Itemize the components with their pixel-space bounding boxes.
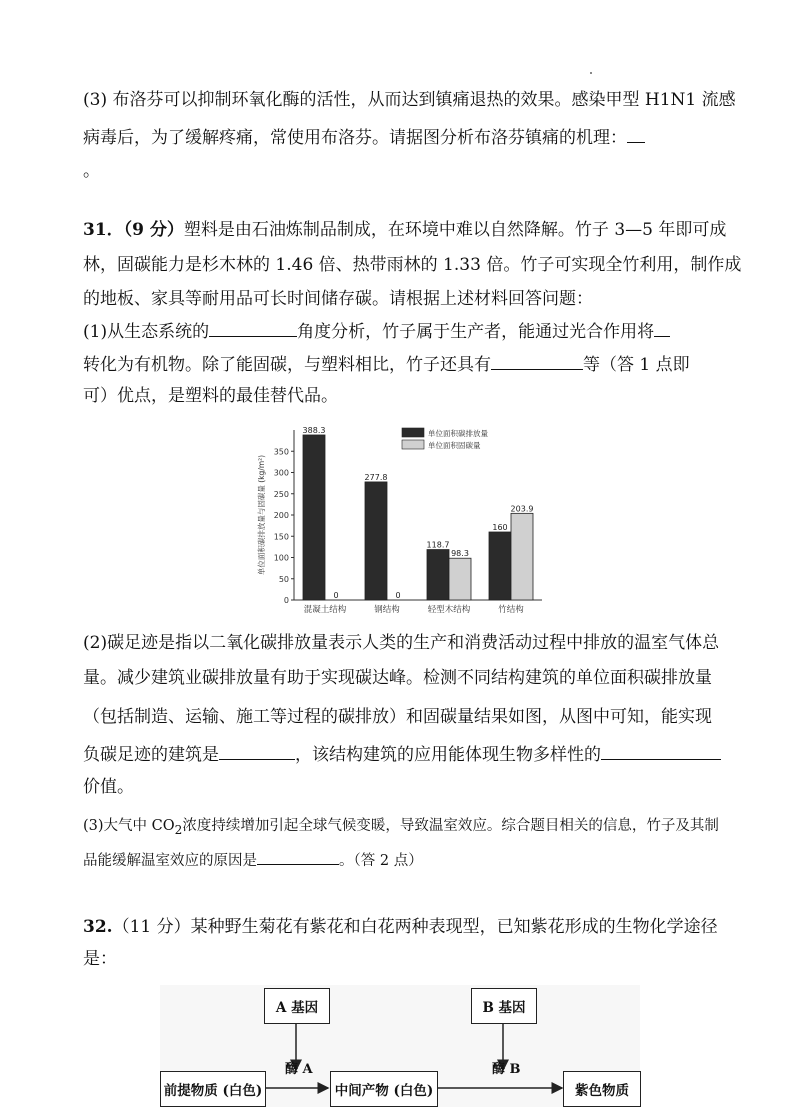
x-category-label: 轻型木结构 xyxy=(427,605,471,615)
bar-value-label: 0 xyxy=(395,591,401,600)
q31-part1-text-c: 转化为有机物。除了能固碳，与塑料相比，竹子还具有 xyxy=(83,355,491,375)
gene-a-box: A 基因 xyxy=(264,988,330,1024)
q31-part2-text-a: 负碳足迹的建筑是 xyxy=(83,745,219,765)
y-tick-label: 0 xyxy=(283,596,289,605)
q31-part2-line1: (2)碳足迹是指以二氧化碳排放量表示人类的生产和消费活动过程中排放的温室气体总 xyxy=(83,633,720,653)
bar-value-label: 0 xyxy=(333,591,339,600)
q31-part1-text-b: 角度分析，竹子属于生产者，能通过光合作用将 xyxy=(297,322,655,342)
bar-value-label: 160 xyxy=(492,523,508,532)
bar-value-label: 118.7 xyxy=(426,540,450,550)
y-tick-label: 50 xyxy=(278,574,289,584)
y-axis-label: 单位面积碳排放量与固碳量 (kg/m²) xyxy=(257,454,266,576)
enzyme-a-label: 酶 A xyxy=(285,1062,313,1077)
legend-label: 单位面积碳排放量 xyxy=(428,429,488,438)
intermediate-box: 中间产物 (白色) xyxy=(330,1071,438,1107)
purple-pigment-box: 紫色物质 xyxy=(563,1071,641,1107)
co2-subscript: 2 xyxy=(174,822,183,837)
q31-part1-text-d: 等（答 1 点即 xyxy=(583,355,690,375)
x-category-label: 竹结构 xyxy=(498,605,524,615)
q31-intro-line2: 林，固碳能力是杉木林的 1.46 倍、热带雨林的 1.33 倍。竹子可实现全竹利用，制作成 xyxy=(83,255,742,275)
y-tick-label: 150 xyxy=(273,532,289,542)
q31-part3-text-b: 浓度持续增加引起全球气候变暖，导致温室效应。综合题目相关的信息，竹子及其制 xyxy=(182,818,719,834)
x-category-label: 钢结构 xyxy=(374,605,400,615)
q31-intro-line3: 的地板、家具等耐用品可长时间储存碳。请根据上述材料回答问题： xyxy=(83,289,593,309)
q31-part2-line5: 价值。 xyxy=(83,777,134,797)
q31-part2-line2: 量。减少建筑业碳排放量有助于实现碳达峰。检测不同结构建筑的单位面积碳排放量 xyxy=(83,668,712,688)
y-tick-label: 350 xyxy=(273,447,289,457)
precursor-box: 前提物质 (白色) xyxy=(160,1071,266,1107)
q31-part2-line3: （包括制造、运输、施工等过程的碳排放）和固碳量结果如图，从图中可知，能实现 xyxy=(83,707,712,727)
y-tick-label: 200 xyxy=(273,511,289,520)
q31-part2-text-b: ，该结构建筑的应用能体现生物多样性的 xyxy=(295,745,601,765)
question-number: 32. xyxy=(83,917,113,937)
q31-part1-text-a: (1)从生态系统的 xyxy=(83,322,210,342)
y-tick-label: 100 xyxy=(273,553,289,563)
q32-text1: （11 分）某种野生菊花有紫花和白花两种表现型，已知紫花形成的生物化学途径 xyxy=(112,917,718,937)
bar-value-label: 98.3 xyxy=(451,549,469,559)
gene-b-box: B 基因 xyxy=(471,988,537,1024)
question-number: 31． xyxy=(83,220,124,240)
question-points: （9 分） xyxy=(123,220,184,240)
q31-part3-text-a: (3)大气中 CO xyxy=(83,818,175,834)
bar-value-label: 277.8 xyxy=(364,472,388,482)
q31-part1-line3: 可）优点，是塑料的最佳替代品。 xyxy=(83,386,338,406)
q30-part3-line2-text: 病毒后，为了缓解疼痛，常使用布洛芬。请据图分析布洛芬镇痛的机理： xyxy=(83,128,627,148)
x-category-label: 混凝土结构 xyxy=(303,605,347,615)
q32-line2: 是： xyxy=(83,949,117,969)
y-tick-label: 300 xyxy=(273,468,289,478)
bar-value-label: 203.9 xyxy=(510,504,534,514)
q30-part3-line3: 。 xyxy=(83,161,100,181)
bar-value-label: 388.3 xyxy=(302,425,326,435)
q31-part3-text-d: 。（答 2 点） xyxy=(339,853,423,869)
q30-part3-line1: (3) 布洛芬可以抑制环氧化酶的活性，从而达到镇痛退热的效果。感染甲型 H1N1 流感 xyxy=(83,90,736,110)
q31-part3-text-c: 品能缓解温室效应的原因是 xyxy=(83,853,257,869)
q31-intro-text1: 塑料是由石油炼制品制成，在环境中难以自然降解。竹子 3—5 年即可成 xyxy=(183,220,727,240)
enzyme-b-label: 酶 B xyxy=(492,1062,521,1077)
legend-label: 单位面积固碳量 xyxy=(428,441,481,450)
y-tick-label: 250 xyxy=(273,489,289,499)
